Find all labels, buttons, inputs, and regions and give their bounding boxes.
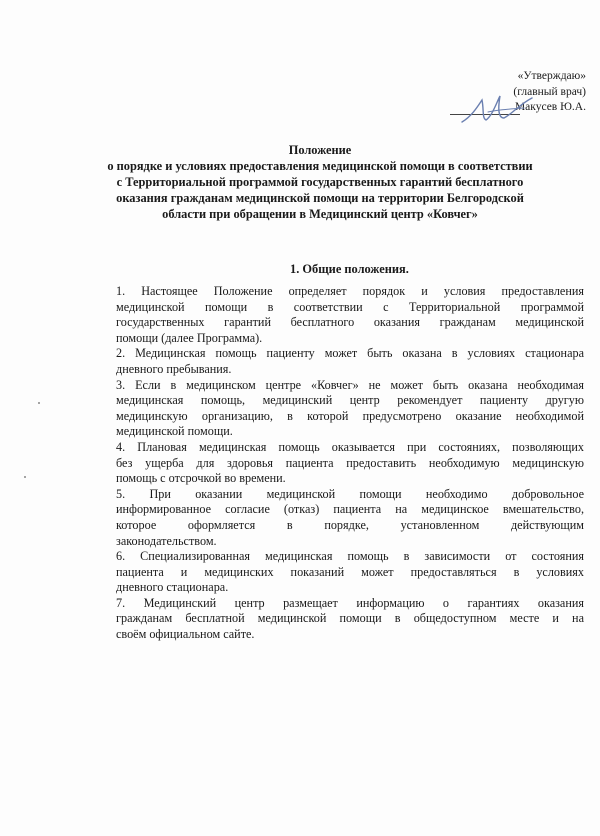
text-line: помощь с отсрочкой во времени. (116, 471, 286, 486)
document-title (100, 142, 540, 222)
title-line: о порядке и условиях предоставления медицинской помощи в соответствии (107, 159, 533, 173)
paragraph-5 (116, 487, 584, 549)
scan-speck (24, 476, 26, 478)
paragraph-4 (116, 440, 584, 487)
approval-approve: «Утверждаю» (517, 70, 586, 82)
text-line: 1. Настоящее Положение определяет порядок и условия предоставления (116, 284, 584, 298)
text-line: пациента и медицинских показаний может предоставляться в условиях (116, 564, 584, 579)
paragraph-1 (116, 284, 584, 346)
scan-speck (38, 402, 40, 404)
text-line: 7. Медицинский центр размещает информацию о гарантиях оказания (116, 595, 584, 610)
paragraph-3 (116, 378, 584, 440)
text-line: государственных гарантий бесплатного оказания гражданам медицинской (116, 315, 584, 330)
text-line: дневного пребывания. (116, 361, 232, 376)
section-heading: 1. Общие положения. (290, 262, 409, 276)
text-line: медицинскую организацию, в которой предусмотрено оказание необходимой (116, 408, 584, 423)
paragraph-6 (116, 549, 584, 596)
text-line: своём официальном сайте. (116, 627, 255, 642)
text-line: без ущерба для здоровья пациента предоставить необходимую медицинскую (116, 455, 584, 470)
text-line: 3. Если в медицинском центре «Ковчег» не может быть оказана необходимая (116, 377, 584, 392)
text-line: гражданам бесплатной медицинской помощи в общедоступном месте и на (116, 611, 584, 626)
approval-name: Макусев Ю.А. (514, 101, 586, 113)
text-line: которое оформляется в порядке, установленном действующим (116, 517, 584, 532)
text-line: дневного стационара. (116, 580, 229, 595)
title-line: области при обращении в Медицинский центр «Ковчег» (162, 207, 478, 221)
text-line: медицинская помощь, медицинский центр рекомендует пациенту другую (116, 393, 584, 408)
paragraph-7 (116, 596, 584, 643)
text-line: 6. Специализированная медицинская помощь в зависимости от состояния (116, 549, 584, 564)
document-body (116, 284, 584, 643)
title-heading: Положение (288, 143, 352, 157)
text-line: законодательством. (116, 533, 217, 548)
paragraph-2 (116, 346, 584, 377)
text-line: медицинской помощи в соответствии с Территориальной программой (116, 299, 584, 314)
text-line: медицинской помощи. (116, 424, 233, 439)
text-line: 5. При оказании медицинской помощи необходимо добровольное (116, 486, 584, 501)
title-line: оказания гражданам медицинской помощи на территории Белгородской (116, 191, 524, 205)
text-line: 4. Плановая медицинская помощь оказывается при состояниях, позволяющих (116, 439, 584, 454)
text-line: помощи (далее Программа). (116, 330, 263, 345)
signature-icon (458, 92, 538, 128)
approval-position: (главный врач) (513, 85, 586, 98)
title-line: с Территориальной программой государственных гарантий бесплатного (116, 175, 524, 189)
text-line: информированное согласие (отказ) пациента на медицинское вмешательство, (116, 502, 584, 517)
text-line: 2. Медицинская помощь пациенту может быть оказана в условиях стационара (116, 346, 584, 361)
